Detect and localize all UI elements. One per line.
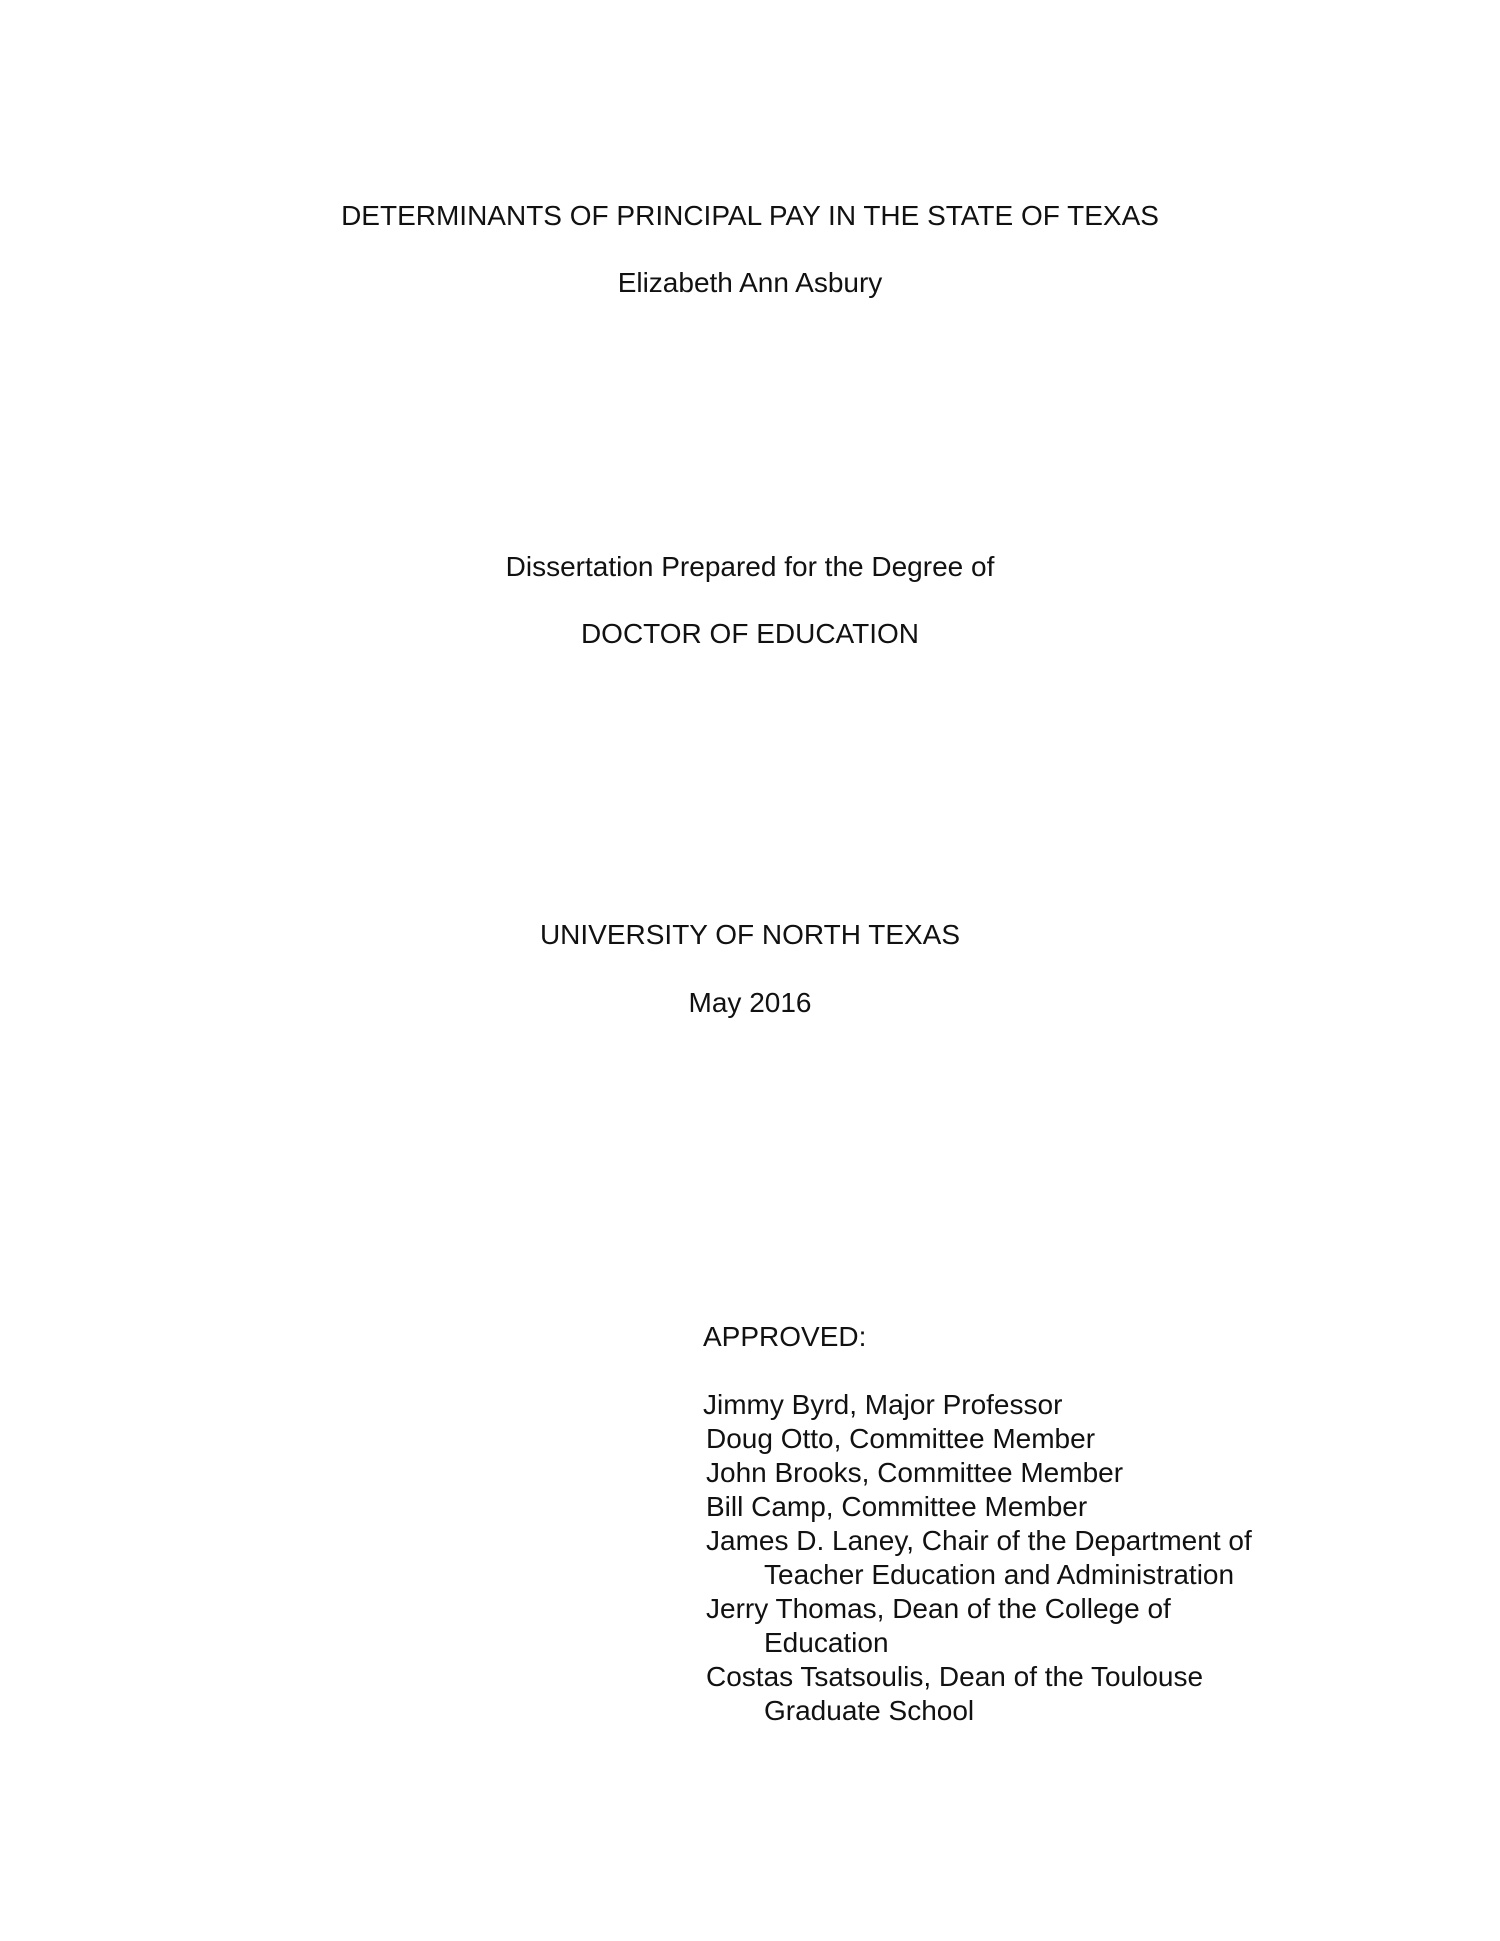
committee-member-text: James D. Laney, Chair of the Department of [706,1525,1252,1556]
dissertation-title: DETERMINANTS OF PRINCIPAL PAY IN THE STATE OF TEXAS [341,200,1159,231]
committee-member [706,1490,1252,1524]
committee-member [703,1388,1252,1422]
committee-list [703,1388,1252,1728]
committee-member [706,1592,1252,1660]
committee-member [706,1456,1252,1490]
committee-member-text: Bill Camp, Committee Member [706,1491,1088,1522]
committee-member-continuation: Teacher Education and Administration [764,1559,1235,1590]
degree-name: DOCTOR OF EDUCATION [580,618,920,649]
committee-member-text: Jerry Thomas, Dean of the College of [706,1593,1171,1624]
committee-member-continuation: Graduate School [764,1695,975,1726]
committee-member [706,1524,1252,1592]
committee-member-text: John Brooks, Committee Member [706,1457,1124,1488]
committee-member-text: Doug Otto, Committee Member [706,1423,1096,1454]
committee-member-continuation: Education [764,1627,889,1658]
submission-date: May 2016 [688,987,812,1018]
committee-member [706,1422,1252,1456]
degree-statement: Dissertation Prepared for the Degree of [505,551,995,582]
author-name: Elizabeth Ann Asbury [617,267,883,298]
approved-label: APPROVED: [703,1321,867,1352]
university-name: UNIVERSITY OF NORTH TEXAS [539,919,961,950]
committee-member-text: Jimmy Byrd, Major Professor [703,1389,1063,1420]
committee-member [706,1660,1252,1728]
committee-member-text: Costas Tsatsoulis, Dean of the Toulouse [706,1661,1204,1692]
